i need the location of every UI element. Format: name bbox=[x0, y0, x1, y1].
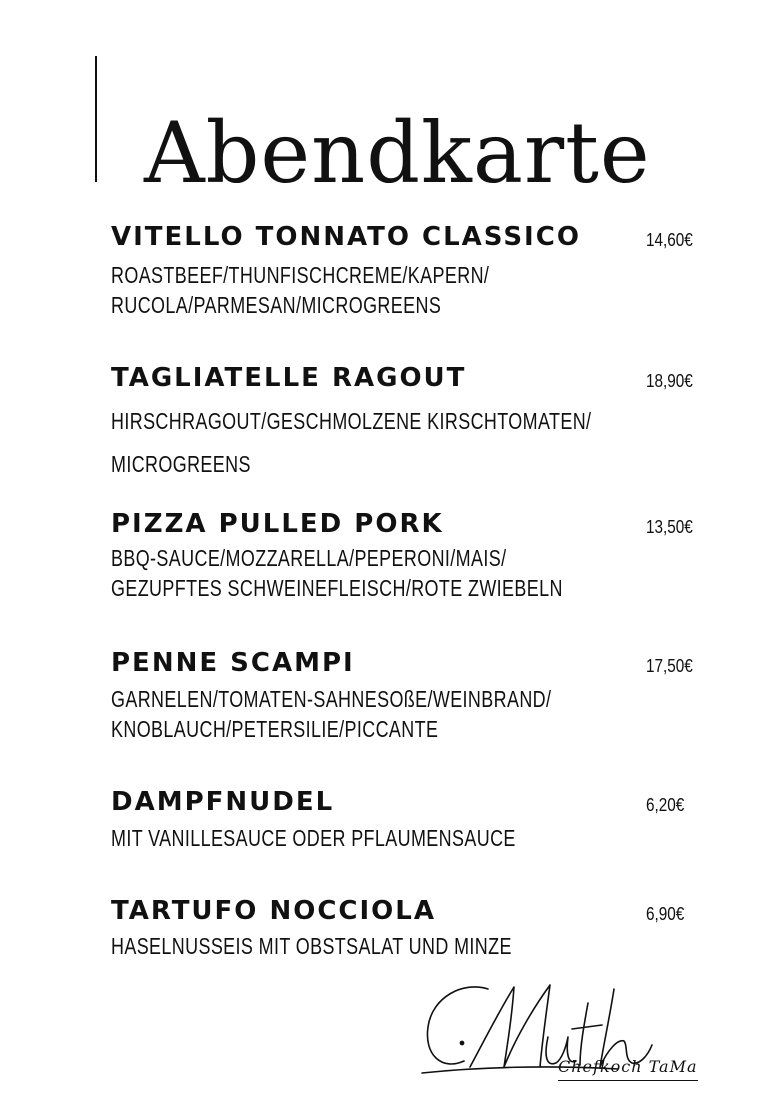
description-line: KNOBLAUCH/PETERSILIE/PICCANTE bbox=[111, 716, 439, 742]
description-line: GEZUPFTES SCHWEINEFLEISCH/ROTE ZWIEBELN bbox=[111, 575, 563, 601]
menu-item-description bbox=[111, 260, 489, 320]
menu-item-description bbox=[111, 543, 563, 603]
description-line: RUCOLA/PARMESAN/MICROGREENS bbox=[111, 292, 442, 318]
menu-item-price: 14,60€ bbox=[646, 230, 693, 250]
decorative-vertical-line bbox=[95, 56, 97, 182]
menu-item-description bbox=[111, 931, 512, 961]
menu-item-name: VITELLO TONNATO CLASSICO bbox=[111, 222, 581, 252]
description-line: GARNELEN/TOMATEN-SAHNESOßE/WEINBRAND/ bbox=[111, 686, 552, 712]
menu-item-price: 17,50€ bbox=[646, 656, 693, 676]
menu-item-name: DAMPFNUDEL bbox=[111, 787, 335, 817]
menu-item-description bbox=[111, 400, 591, 486]
menu-title: Abendkarte bbox=[144, 104, 651, 202]
menu-item-price: 6,20€ bbox=[646, 795, 685, 815]
menu-item-name: PENNE SCAMPI bbox=[111, 648, 355, 678]
menu-item-description bbox=[111, 684, 551, 744]
description-line: MIT VANILLESAUCE ODER PFLAUMENSAUCE bbox=[111, 825, 516, 851]
description-line: MICROGREENS bbox=[111, 451, 251, 477]
description-line: HIRSCHRAGOUT/GESCHMOLZENE KIRSCHTOMATEN/ bbox=[111, 408, 592, 434]
menu-item-name: TARTUFO NOCCIOLA bbox=[111, 896, 436, 926]
menu-item-name: TAGLIATELLE RAGOUT bbox=[111, 363, 467, 393]
menu-item-name: PIZZA PULLED PORK bbox=[111, 509, 444, 539]
menu-item-price: 13,50€ bbox=[646, 517, 693, 537]
chef-name: Chefkoch TaMa bbox=[558, 1057, 698, 1081]
menu-item-price: 18,90€ bbox=[646, 371, 693, 391]
description-line: ROASTBEEF/THUNFISCHCREME/KAPERN/ bbox=[111, 262, 490, 288]
description-line: BBQ-SAUCE/MOZZARELLA/PEPERONI/MAIS/ bbox=[111, 545, 507, 571]
description-line: HASELNUSSEIS MIT OBSTSALAT UND MINZE bbox=[111, 933, 512, 959]
menu-item-description bbox=[111, 823, 516, 853]
menu-item-price: 6,90€ bbox=[646, 904, 685, 924]
